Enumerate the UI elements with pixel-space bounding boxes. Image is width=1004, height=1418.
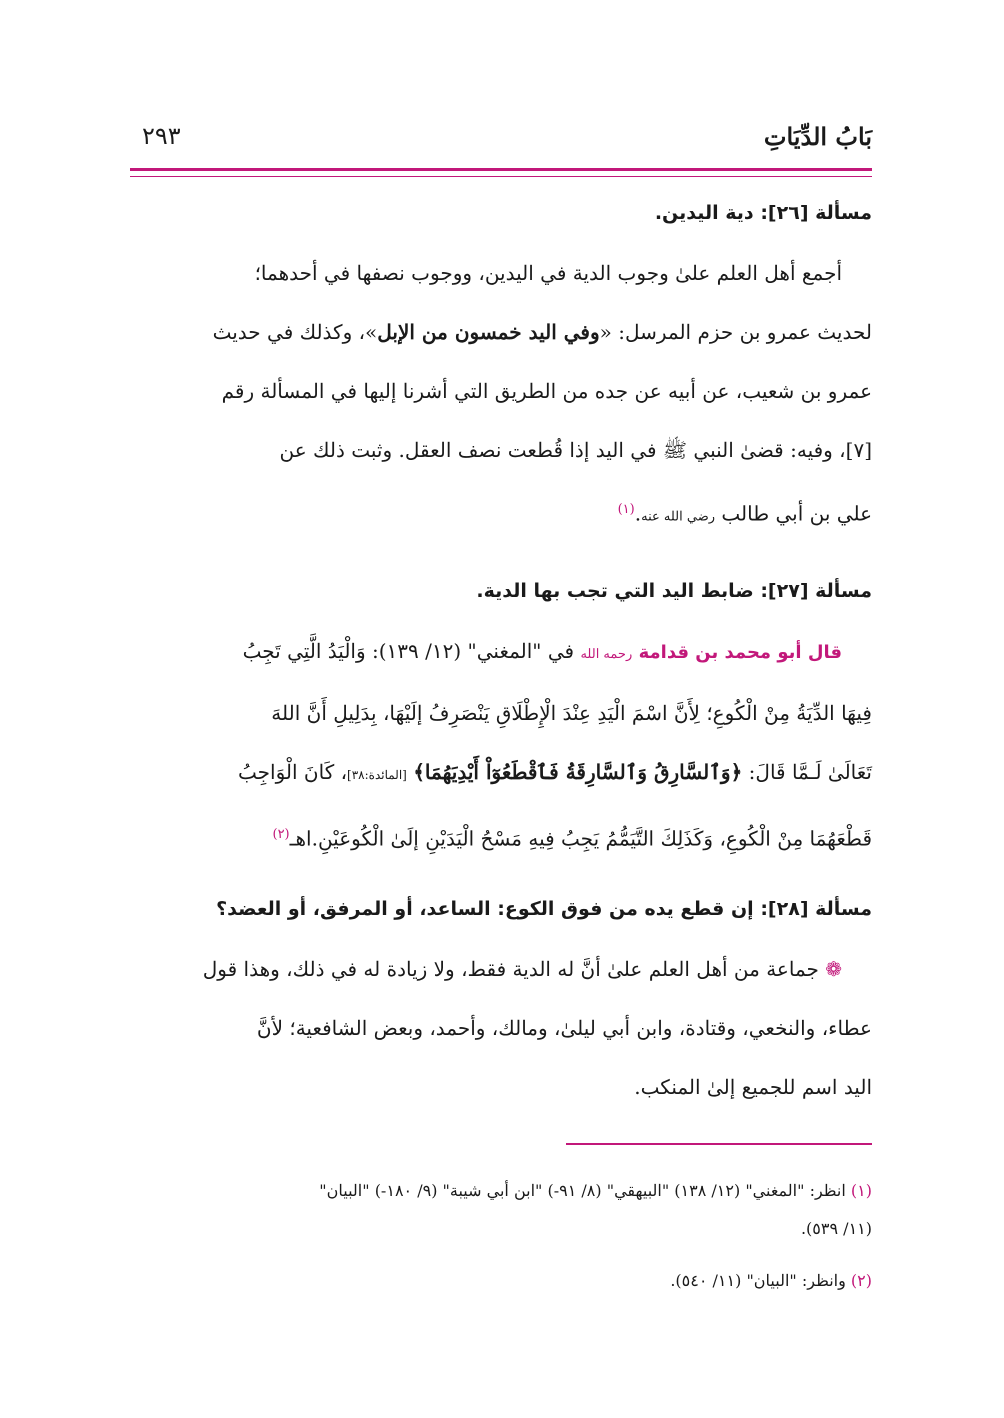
issue-26-heading xyxy=(130,202,872,224)
issue-27-line-1 xyxy=(130,622,872,684)
header-rule-thin xyxy=(130,176,872,177)
issue-27-line-3b: ، كَانَ الْوَاجِبُ xyxy=(238,760,348,784)
issue-28-paragraph xyxy=(130,940,872,1117)
issue-27-label: مسألة [٢٧]: xyxy=(760,580,872,602)
issue-28-line-1 xyxy=(130,940,872,999)
quran-verse: ﴿وَٱلسَّارِقُ وَٱلسَّارِقَةُ فَٱقْطَعُوٓاْ أَيْدِيَهُمَا﴾ xyxy=(413,760,743,784)
issue-28-heading xyxy=(130,898,872,920)
issue-28-line-1-text: جماعة من أهل العلم علىٰ أنَّ له الدية فقط، ولا زيادة له في ذلك، وهذا قول xyxy=(202,957,819,981)
issue-26-line-5 xyxy=(130,480,872,547)
issue-26-line-3: عمرو بن شعيب، عن أبيه عن جده من الطريق التي أشرنا إليها في المسألة رقم xyxy=(221,379,872,403)
quran-reference: [المائدة:٣٨] xyxy=(347,768,407,782)
footnote-1 xyxy=(130,1172,872,1248)
issue-26-label: مسألة [٢٦]: xyxy=(760,202,872,224)
footnote-1-line-2: (١١/ ٥٣٩). xyxy=(800,1219,872,1238)
issue-27-heading xyxy=(130,580,872,602)
issue-27-line-3a: تَعَالَىٰ لَـمَّا قَالَ: xyxy=(748,760,872,784)
issue-28-title: إن قطع يده من فوق الكوع: الساعد، أو المرفق، أو العضد؟ xyxy=(216,898,754,920)
issue-26-line-5a: علي بن أبي طالب xyxy=(721,501,872,526)
chapter-title: بَابُ الدِّيَاتِ xyxy=(763,122,872,151)
issue-27-paragraph xyxy=(130,622,872,869)
issue-27-line-4 xyxy=(130,805,872,869)
issue-28-line-2: عطاء، والنخعي، وقتادة، وابن أبي ليلىٰ، ومالك، وأحمد، وبعض الشافعية؛ لأنَّ xyxy=(256,1016,872,1040)
issue-28-label: مسألة [٢٨]: xyxy=(760,898,872,920)
issue-26-line-4b: في اليد إذا قُطعت نصف العقل. وثبت ذلك عن xyxy=(279,438,657,462)
salawat-glyph: ﷺ xyxy=(662,438,688,462)
speaker-name: قال أبو محمد بن قدامة xyxy=(638,642,842,663)
issue-26-line-2 xyxy=(130,303,872,362)
radiyallah-glyph: رضي الله عنه xyxy=(641,509,716,525)
header-rule-thick xyxy=(130,168,872,171)
issue-26-line-4a: [٧]، وفيه: قضىٰ النبي xyxy=(693,438,872,462)
footnote-1-line-1 xyxy=(130,1172,872,1210)
footnote-1-number: (١) xyxy=(850,1181,872,1200)
issue-27-title: ضابط اليد التي تجب بها الدية. xyxy=(476,580,754,602)
issue-28-line-3: اليد اسم للجميع إلىٰ المنكب. xyxy=(634,1075,872,1099)
page-number: ٢٩٣ xyxy=(142,122,181,150)
footnote-separator xyxy=(566,1143,872,1145)
issue-27-line-2: فِيهَا الدِّيَةُ مِنْ الْكُوعِ؛ لِأَنَّ اسْمَ الْيَدِ عِنْدَ الْإِطْلَاقِ يَنْصَرِفُ إلَيْهَا، بِدَلِيلِ أَنَّ اللهَ xyxy=(271,701,872,725)
footnote-2-text: وانظر: "البيان" (١١/ ٥٤٠). xyxy=(670,1271,846,1290)
footnote-ref-2[interactable]: (٢) xyxy=(272,827,290,842)
issue-27-line-4-text: قَطْعَهُمَا مِنْ الْكُوعِ، وَكَذَلِكَ التَّيَمُّمُ يَجِبُ فِيهِ مَسْحُ الْيَدَيْنِ إلَىٰ الْكُوعَيْنِ.اهـ xyxy=(289,826,872,851)
issue-26-line-2c: »، وكذلك في حديث xyxy=(212,320,378,344)
rahimahullah-glyph: رحمه الله xyxy=(580,647,633,662)
issue-26-line-1: أجمع أهل العلم علىٰ وجوب الدية في اليدين، ووجوب نصفها في أحدهما؛ xyxy=(254,261,842,285)
issue-26-paragraph xyxy=(130,244,872,547)
issue-26-line-4 xyxy=(130,421,872,480)
issue-26-title: دية اليدين. xyxy=(654,202,754,224)
page-header xyxy=(130,118,872,158)
flower-ornament-icon: ❁ xyxy=(825,957,842,981)
issue-26-line-2a: لحديث عمرو بن حزم المرسل: « xyxy=(599,320,872,344)
issue-26-line-5b: . xyxy=(634,501,642,526)
footnote-1-text: انظر: "المغني" (١٢/ ١٣٨) "البيهقي" (٨/ ٩١-) "ابن أبي شيبة" (٩/ ١٨٠-) "البيان" xyxy=(319,1181,846,1200)
footnote-ref-1[interactable]: (١) xyxy=(617,502,635,517)
issue-27-line-3 xyxy=(130,743,872,805)
footnote-2 xyxy=(130,1262,872,1300)
issue-27-line-1-rest: في "المغني" (١٢/ ١٣٩): وَالْيَدُ الَّتِي تَجِبُ xyxy=(242,639,575,663)
footnote-2-number: (٢) xyxy=(850,1271,872,1290)
hadith-quote: وفي اليد خمسون من الإبل xyxy=(377,320,600,344)
